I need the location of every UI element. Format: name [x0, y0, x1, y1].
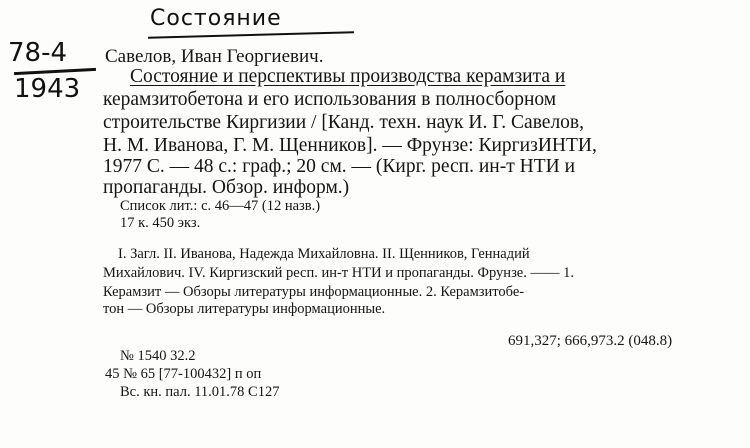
- description-line: Состояние и перспективы производства керамзита и: [130, 66, 566, 87]
- description-line: пропаганды. Обзор. информ.): [103, 177, 350, 198]
- classification-index: 691,327; 666,973.2 (048.8): [508, 333, 673, 349]
- handwritten-title-underline: [148, 31, 354, 38]
- description-line: 1977 С. — 48 с.: граф.; 20 см. — (Кирг. респ. ин-т НТИ и: [103, 156, 576, 177]
- tracing-line: тон — Обзоры литературы информационные.: [103, 301, 386, 317]
- tracing-line: Михайлович. IV. Киргизский респ. ин-т НТИ и пропаганды. Фрунзе. —— 1.: [103, 265, 574, 281]
- handwritten-number-top: 78-4: [8, 38, 68, 68]
- description-line: строительстве Киргизии / [Канд. техн. наук И. Г. Савелов,: [103, 112, 585, 133]
- footer-line: 45 № 65 [77-100432] п оп: [105, 366, 262, 382]
- footer-line: № 1540 32.2: [120, 348, 196, 364]
- author-heading: Савелов, Иван Георгиевич.: [105, 46, 324, 67]
- footer-line: Вс. кн. пал. 11.01.78 С127: [120, 384, 280, 400]
- tracing-line: I. Загл. II. Иванова, Надежда Михайловна. II. Щенников, Геннадий: [118, 246, 530, 262]
- handwritten-number-bottom: 1943: [14, 74, 81, 104]
- description-line: Н. М. Иванова, Г. М. Щенников]. — Фрунзе: КиргизИНТИ,: [103, 135, 597, 156]
- price-copies: 17 к. 450 экз.: [120, 215, 201, 231]
- references-note: Список лит.: с. 46—47 (12 назв.): [120, 198, 321, 214]
- description-line: керамзитобетона и его использования в полносборном: [103, 89, 557, 110]
- handwritten-title: Состояние: [150, 6, 282, 31]
- tracing-line: Керамзит — Обзоры литературы информационные. 2. Керамзитобе-: [103, 284, 525, 300]
